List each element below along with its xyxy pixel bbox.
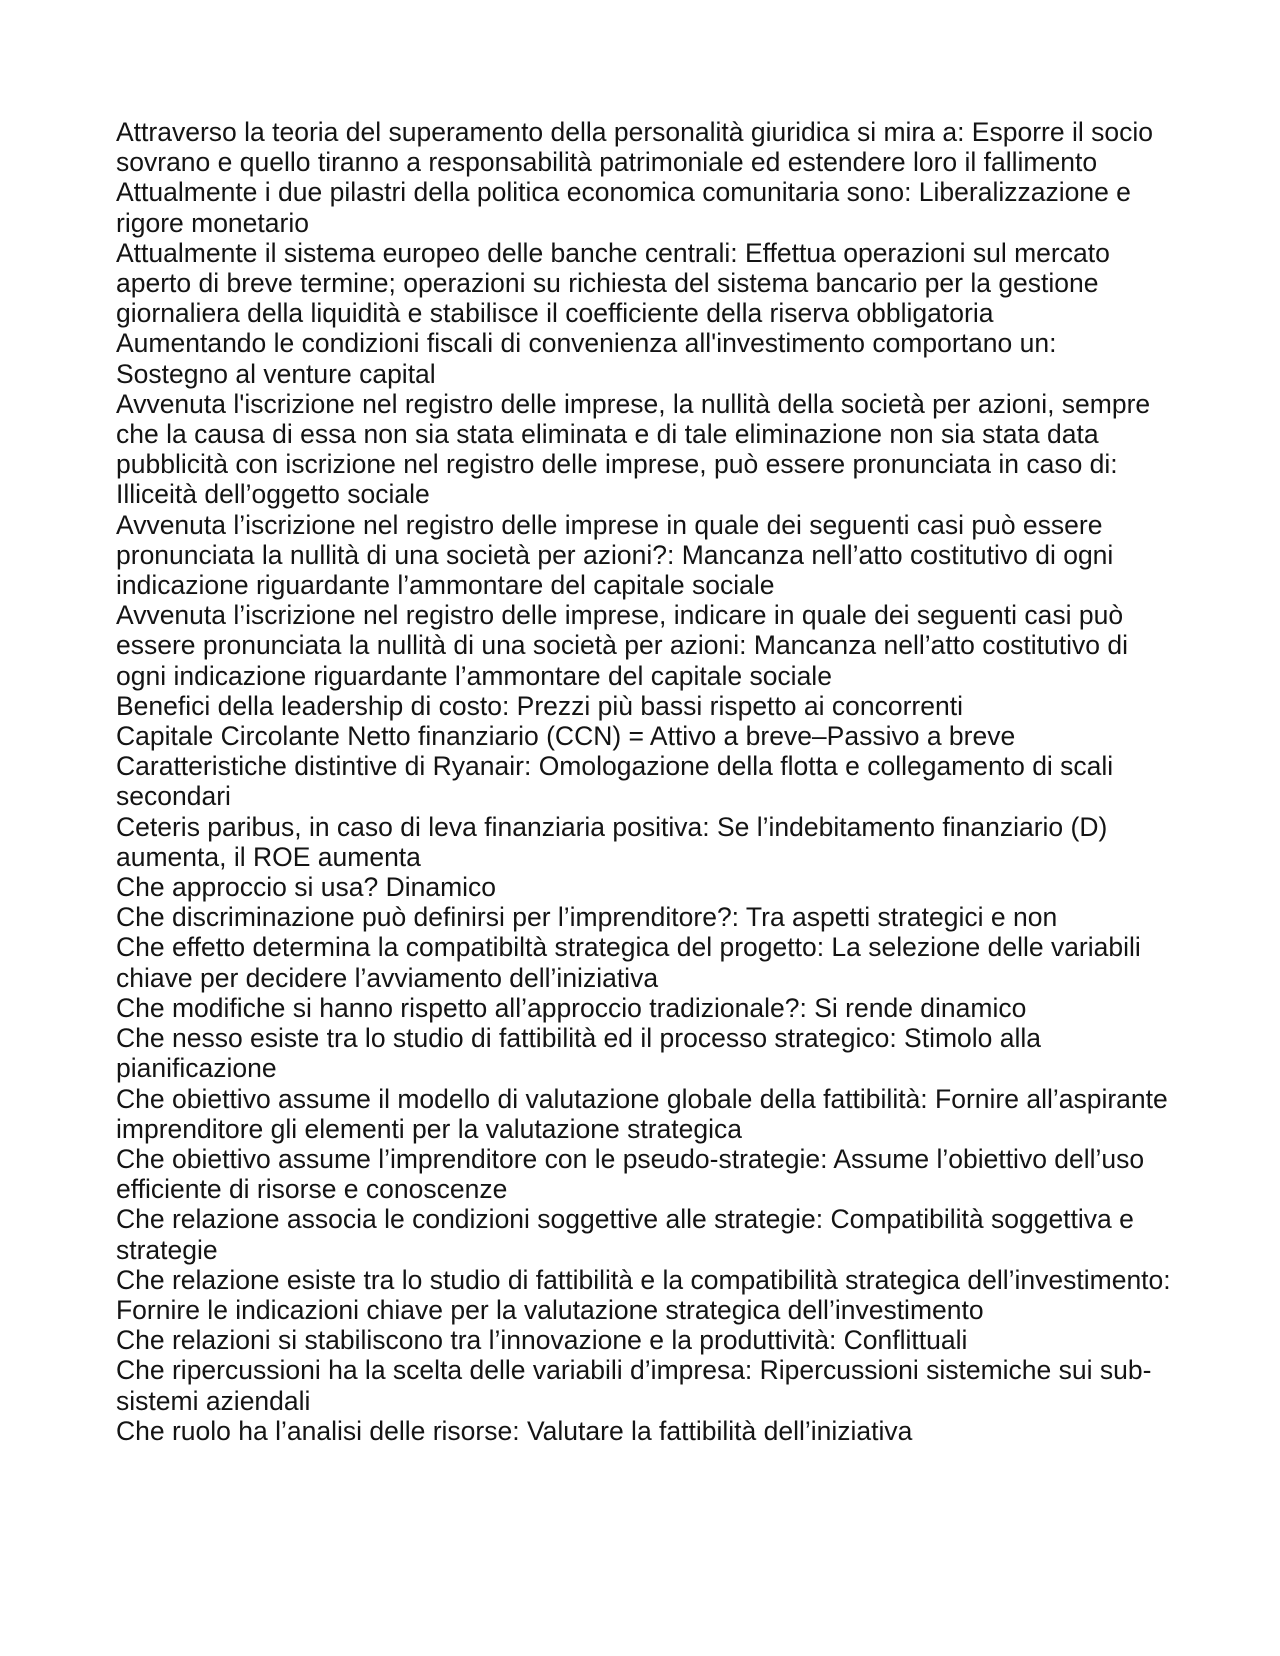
document-entry: Che relazione esiste tra lo studio di fattibilità e la compatibilità strategica dell’investimento: Fornire le indicazioni chiave per la valutazione strategica dell’investimento: [116, 1264, 1171, 1325]
document-entry: Ceteris paribus, in caso di leva finanziaria positiva: Se l’indebitamento finanziario (D) aumenta, il ROE aumenta: [116, 811, 1108, 872]
document-entry: Aumentando le condizioni fiscali di convenienza all'investimento comportano un: Sostegno al venture capital: [116, 328, 1057, 389]
document-entry: Avvenuta l’iscrizione nel registro delle imprese in quale dei seguenti casi può essere pronunciata la nullità di una società per azioni?: Mancanza nell’atto costitutivo di ogni indicazione riguardante l’ammontare del capitale sociale: [116, 509, 1114, 601]
document-entry: Attualmente i due pilastri della politica economica comunitaria sono: Liberalizzazione e rigore monetario: [116, 177, 1131, 238]
document-entry: Che approccio si usa? Dinamico: [116, 872, 497, 903]
document-entry: Capitale Circolante Netto finanziario (CCN) = Attivo a breve–Passivo a breve: [116, 721, 1016, 752]
document-body: [116, 117, 1174, 1446]
document-entry: Che modifiche si hanno rispetto all’approccio tradizionale?: Si rende dinamico: [116, 992, 1027, 1023]
document-entry: Attraverso la teoria del superamento della personalità giuridica si mira a: Esporre il socio sovrano e quello tiranno a responsabilità patrimoniale ed estendere loro il fallimento: [116, 117, 1153, 178]
document-entry: Che effetto determina la compatibiltà strategica del progetto: La selezione delle variabili chiave per decidere l’avviamento dell’iniziativa: [116, 932, 1141, 993]
document-entry: Che obiettivo assume l’imprenditore con le pseudo-strategie: Assume l’obiettivo dell’uso efficiente di risorse e conoscenze: [116, 1143, 1145, 1205]
document-entry: Che ruolo ha l’analisi delle risorse: Valutare la fattibilità dell’iniziativa: [116, 1415, 913, 1446]
document-entry: Benefici della leadership di costo: Prezzi più bassi rispetto ai concorrenti: [116, 690, 963, 721]
document-entry: Che obiettivo assume il modello di valutazione globale della fattibilità: Fornire all’aspirante imprenditore gli elementi per la valutazione strategica: [116, 1083, 1168, 1144]
document-entry: Che discriminazione può definirsi per l’imprenditore?: Tra aspetti strategici e non: [116, 902, 1058, 933]
document-entry: Avvenuta l’iscrizione nel registro delle imprese, indicare in quale dei seguenti casi può essere pronunciata la nullità di una società per azioni: Mancanza nell’atto costitutivo di ogni indicazione riguardante l’ammontare del capitale sociale: [116, 600, 1129, 691]
document-entry: Che nesso esiste tra lo studio di fattibilità ed il processo strategico: Stimolo alla pianificazione: [116, 1023, 1042, 1084]
document-entry: Che ripercussioni ha la scelta delle variabili d’impresa: Ripercussioni sistemiche sui sub-sistemi aziendali: [116, 1355, 1152, 1416]
document-entry: Che relazioni si stabiliscono tra l’innovazione e la produttività: Conflittuali: [116, 1325, 968, 1356]
document-entry: Attualmente il sistema europeo delle banche centrali: Effettua operazioni sul mercato aperto di breve termine; operazioni su richiesta del sistema bancario per la gestione giornaliera della liquidità e stabilisce il coefficiente della riserva obbligatoria: [116, 237, 1110, 329]
document-entry: Avvenuta l'iscrizione nel registro delle imprese, la nullità della società per azioni, sempre che la causa di essa non sia stata eliminata e di tale eliminazione non sia stata data pubblicità con iscrizione nel registro delle imprese, può essere pronunciata in caso di: Illiceità dell’oggetto sociale: [116, 388, 1151, 510]
document-entry: Che relazione associa le condizioni soggettive alle strategie: Compatibilità soggettiva e strategie: [116, 1204, 1134, 1265]
document-entry: Caratteristiche distintive di Ryanair: Omologazione della flotta e collegamento di scali secondari: [116, 751, 1114, 812]
